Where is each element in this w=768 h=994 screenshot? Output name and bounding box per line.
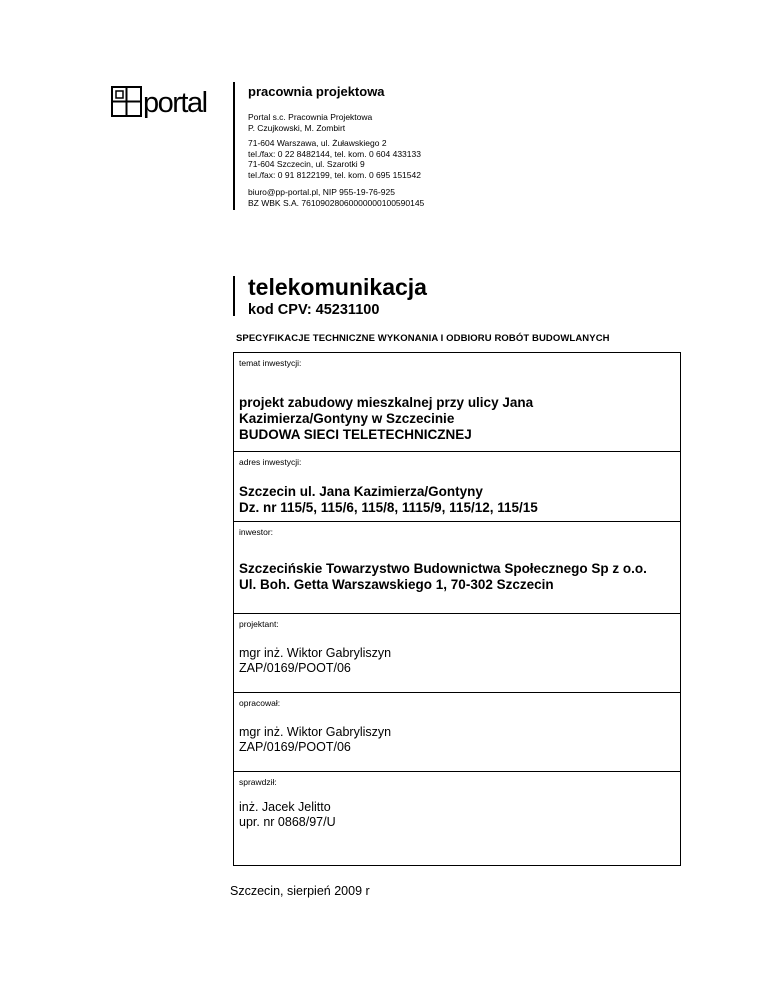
- value-line: Szczecin ul. Jana Kazimierza/Gontyny: [239, 484, 483, 499]
- value-line: Kazimierza/Gontyny w Szczecinie: [239, 411, 455, 426]
- section-prepared-by: [234, 692, 680, 771]
- section-label: opracował:: [239, 698, 281, 708]
- value-line: mgr inż. Wiktor Gabryliszyn: [239, 725, 392, 739]
- value-line: upr. nr 0868/97/U: [239, 815, 336, 829]
- section-label: inwestor:: [239, 527, 274, 537]
- logo-wordmark: portal: [143, 87, 207, 119]
- section-value: [239, 561, 647, 593]
- section-label: temat inwestycji:: [239, 358, 302, 368]
- value-line: mgr inż. Wiktor Gabryliszyn: [239, 646, 392, 660]
- value-line: Dz. nr 115/5, 115/6, 115/8, 1115/9, 115/12, 115/15: [239, 500, 538, 515]
- section-value: [239, 395, 533, 443]
- section-value: [239, 800, 336, 830]
- document-title: telekomunikacja: [248, 274, 427, 300]
- company-line: P. Czujkowski, M. Zombirt: [248, 122, 346, 133]
- contact-info: [248, 187, 424, 208]
- contact-line: BZ WBK S.A. 76109028060000000100590145: [248, 197, 425, 208]
- value-line: ZAP/0169/POOT/06: [239, 661, 351, 675]
- section-investor: [234, 521, 680, 613]
- title-divider: [233, 276, 235, 316]
- address-line: tel./fax: 0 91 8122199, tel. kom. 0 695 151542: [248, 169, 421, 180]
- company-info: [248, 112, 372, 133]
- section-topic: [234, 353, 680, 451]
- value-line: BUDOWA SIECI TELETECHNICZNEJ: [239, 427, 472, 442]
- contact-line: biuro@pp-portal.pl, NIP 955-19-76-925: [248, 187, 395, 197]
- section-label: projektant:: [239, 619, 279, 629]
- portal-logo: [111, 86, 223, 120]
- section-value: [239, 484, 538, 516]
- section-value: [239, 646, 391, 676]
- address-line: tel./fax: 0 22 8482144, tel. kom. 0 604 433133: [248, 148, 421, 159]
- value-line: projekt zabudowy mieszkalnej przy ulicy Jana: [239, 395, 534, 410]
- value-line: Ul. Boh. Getta Warszawskiego 1, 70-302 Szczecin: [239, 577, 554, 592]
- section-designer: [234, 613, 680, 692]
- value-line: inż. Jacek Jelitto: [239, 800, 331, 814]
- investment-info-box: [233, 352, 681, 866]
- address-line: 71-604 Szczecin, ul. Szarotki 9: [248, 159, 365, 169]
- section-label: adres inwestycji:: [239, 457, 302, 467]
- address-line: 71-604 Warszawa, ul. Żuławskiego 2: [248, 138, 387, 148]
- company-line: Portal s.c. Pracownia Projektowa: [248, 112, 373, 122]
- firm-title: pracownia projektowa: [248, 84, 385, 99]
- section-value: [239, 725, 391, 755]
- header-divider: [233, 82, 235, 210]
- place-date: Szczecin, sierpień 2009 r: [230, 884, 370, 898]
- section-label: sprawdził:: [239, 777, 277, 787]
- value-line: Szczecińskie Towarzystwo Budownictwa Społecznego Sp z o.o.: [239, 561, 647, 576]
- spec-heading: SPECYFIKACJE TECHNICZNE WYKONANIA I ODBIORU ROBÓT BUDOWLANYCH: [236, 333, 610, 344]
- value-line: ZAP/0169/POOT/06: [239, 740, 351, 754]
- cpv-code: kod CPV: 45231100: [248, 302, 380, 318]
- address-info: [248, 138, 421, 180]
- section-address: [234, 451, 680, 521]
- section-checked-by: [234, 771, 680, 865]
